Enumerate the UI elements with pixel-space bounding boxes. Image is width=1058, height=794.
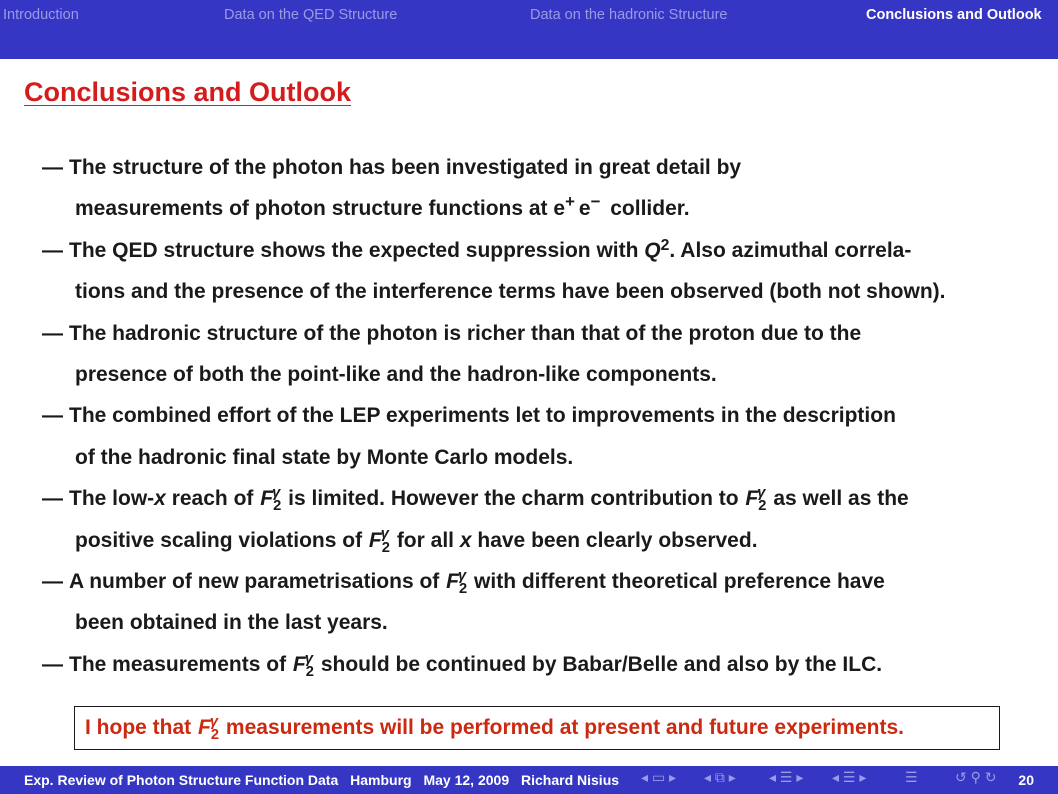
- text: collider.: [610, 197, 690, 221]
- text: The structure of the photon has been investigated in great detail by: [69, 156, 742, 179]
- bullet-dash: —: [42, 404, 63, 428]
- sup-gamma: γ: [304, 650, 313, 667]
- bullet-1-line-1: [42, 147, 1042, 188]
- text: The hadronic structure of the photon is richer than that of the proton due to the: [69, 321, 862, 345]
- text: measurements of photon structure functions at e: [75, 197, 566, 221]
- f2-gamma-symbol: [260, 478, 280, 522]
- f-letter: F: [745, 487, 759, 511]
- footer-author: Richard Nisius: [521, 772, 620, 788]
- f2-gamma-symbol: [446, 561, 466, 605]
- f2-gamma-symbol: [745, 478, 765, 522]
- sub-2: 2: [273, 498, 282, 515]
- f-letter: F: [446, 569, 459, 593]
- bullet-dash: —: [42, 156, 63, 179]
- x-symbol: x: [459, 528, 472, 552]
- text: . Also azimuthal correla-: [669, 238, 912, 262]
- text: I hope that: [85, 716, 192, 739]
- text: should be continued by Babar/Belle and also by the ILC.: [320, 652, 883, 676]
- text: e: [578, 197, 591, 221]
- sup-gamma: γ: [458, 567, 467, 584]
- bullet-5-line-2: [42, 520, 1042, 561]
- footer-bar: [0, 766, 1058, 794]
- bullet-6-line-2: [42, 602, 1042, 643]
- frame-nav-icon[interactable]: ◂ ▭ ▸: [641, 769, 677, 785]
- text: is limited. However the charm contribution to: [288, 487, 739, 511]
- footer-date: May 12, 2009: [423, 772, 510, 788]
- bullet-4-line-1: [42, 395, 1042, 436]
- sup-gamma: γ: [380, 526, 389, 543]
- sup-gamma: γ: [209, 713, 219, 730]
- f2-gamma-symbol: [369, 520, 389, 564]
- bullet-5-line-1: [42, 478, 1042, 519]
- q-squared: 2: [660, 236, 670, 254]
- text: with different theoretical preference have: [474, 569, 885, 593]
- bullet-7-line-1: [42, 644, 1042, 685]
- bullet-dash: —: [42, 321, 63, 345]
- text: positive scaling violations of: [75, 528, 363, 552]
- sub-2: 2: [305, 663, 314, 680]
- f-letter: F: [292, 652, 306, 676]
- text: for all: [396, 528, 454, 552]
- sub-2: 2: [381, 539, 390, 556]
- text: The QED structure shows the expected suppression with: [69, 238, 639, 262]
- toc-icon[interactable]: ☰: [905, 769, 918, 785]
- bullet-dash: —: [42, 238, 63, 262]
- sub-2: 2: [210, 727, 220, 744]
- top-navigation-bar: [0, 0, 1058, 59]
- text: The combined effort of the LEP experiments let to improvements in the description: [69, 404, 896, 428]
- bullet-2-line-2: [42, 271, 1042, 312]
- f-letter: F: [260, 487, 274, 511]
- document-nav-icon[interactable]: ◂ ☰ ▸: [832, 769, 867, 785]
- q-symbol: Q: [644, 238, 661, 262]
- bullet-dash: —: [42, 569, 63, 593]
- bullet-3-line-1: [42, 313, 1042, 354]
- bullet-2-line-1: [42, 230, 1042, 271]
- text: as well as the: [773, 487, 909, 511]
- bullet-6-line-1: [42, 561, 1042, 602]
- text: tions and the presence of the interference terms have been observed (both not shown).: [75, 280, 946, 304]
- bullet-dash: —: [42, 652, 63, 676]
- nav-hadronic-structure[interactable]: Data on the hadronic Structure: [530, 7, 728, 23]
- footer-info: [24, 772, 627, 788]
- nav-introduction[interactable]: Introduction: [3, 7, 79, 23]
- plus-sup: +: [565, 192, 575, 211]
- f-letter: F: [198, 716, 211, 739]
- bullet-3-line-2: [42, 354, 1042, 395]
- sup-gamma: γ: [757, 485, 766, 502]
- bullet-1-line-2: [42, 188, 1042, 229]
- footer-title: Exp. Review of Photon Structure Function Data: [24, 772, 339, 788]
- f2-gamma-symbol: [293, 644, 313, 688]
- sub-2: 2: [758, 498, 767, 515]
- f-letter: F: [368, 528, 382, 552]
- f2-gamma-symbol: [198, 707, 218, 751]
- minus-sup: −: [590, 192, 601, 211]
- page-number: 20: [1018, 772, 1034, 788]
- text: been obtained in the last years.: [75, 611, 388, 635]
- text: reach of: [171, 487, 254, 511]
- bullet-dash: —: [42, 487, 63, 511]
- section-nav-icon[interactable]: ◂ ☰ ▸: [769, 769, 804, 785]
- text: A number of new parametrisations of: [69, 569, 440, 593]
- text: The low-: [69, 487, 155, 511]
- text: of the hadronic final state by Monte Carlo models.: [75, 445, 574, 469]
- bullet-4-line-2: [42, 437, 1042, 478]
- sub-2: 2: [458, 581, 468, 598]
- text: The measurements of: [69, 652, 287, 676]
- nav-qed-structure[interactable]: Data on the QED Structure: [224, 7, 398, 23]
- footer-place: Hamburg: [350, 772, 412, 788]
- nav-conclusions[interactable]: Conclusions and Outlook: [866, 7, 1042, 23]
- highlight-box: [74, 706, 1000, 750]
- text: measurements will be performed at present and future experiments.: [225, 716, 904, 739]
- slide-title: Conclusions and Outlook: [24, 77, 352, 107]
- search-back-forward-icon[interactable]: ↺ ⚲ ↻: [955, 769, 997, 785]
- x-symbol: x: [154, 487, 166, 511]
- text: presence of both the point-like and the hadron-like components.: [75, 362, 717, 386]
- text: have been clearly observed.: [477, 528, 758, 552]
- sup-gamma: γ: [272, 485, 281, 502]
- bullet-list: [42, 147, 1042, 685]
- subsection-nav-icon[interactable]: ◂ ⧉ ▸: [704, 769, 736, 785]
